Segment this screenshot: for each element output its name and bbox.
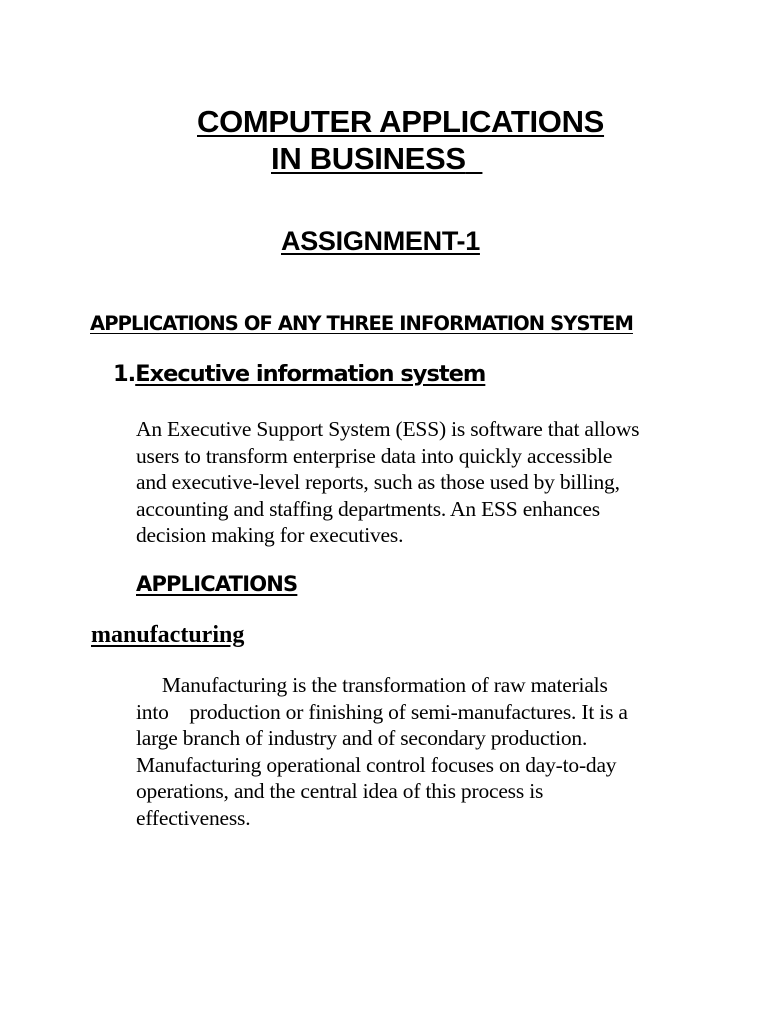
document-title-line-2 xyxy=(271,141,482,177)
manufacturing-paragraph-line: large branch of industry and of secondary production. xyxy=(136,726,588,750)
item-heading: Executive information system xyxy=(135,361,486,387)
applications-heading: APPLICATIONS xyxy=(136,572,298,596)
ess-paragraph xyxy=(136,416,639,549)
assignment-heading: ASSIGNMENT-1 xyxy=(281,226,480,256)
document-title-line-2-text: IN BUSINESS xyxy=(271,141,466,176)
item-heading-row xyxy=(113,361,485,387)
manufacturing-paragraph-line: into production or finishing of semi-manufactures. It is a xyxy=(136,699,628,724)
ess-paragraph-line: users to transform enterprise data into quickly accessible xyxy=(136,443,613,468)
manufacturing-paragraph-line: Manufacturing is the transformation of raw materials xyxy=(136,673,608,697)
ess-paragraph-line: accounting and staffing departments. An ESS enhances xyxy=(136,496,600,521)
manufacturing-paragraph-line: effectiveness. xyxy=(136,805,251,830)
manufacturing-paragraph xyxy=(136,672,628,831)
manufacturing-heading: manufacturing xyxy=(91,622,245,648)
section-heading: APPLICATIONS OF ANY THREE INFORMATION SYSTEM xyxy=(90,312,633,335)
item-number: 1. xyxy=(113,361,136,387)
manufacturing-paragraph-line: operations, and the central idea of this process is xyxy=(136,779,544,803)
ess-paragraph-line: An Executive Support System (ESS) is software that allows xyxy=(136,417,640,441)
ess-paragraph-line: and executive-level reports, such as those used by billing, xyxy=(136,470,620,494)
ess-paragraph-line: decision making for executives. xyxy=(136,523,404,547)
document-title-line-1: COMPUTER APPLICATIONS xyxy=(197,104,605,139)
manufacturing-paragraph-line: Manufacturing operational control focuses on day-to-day xyxy=(136,752,617,777)
